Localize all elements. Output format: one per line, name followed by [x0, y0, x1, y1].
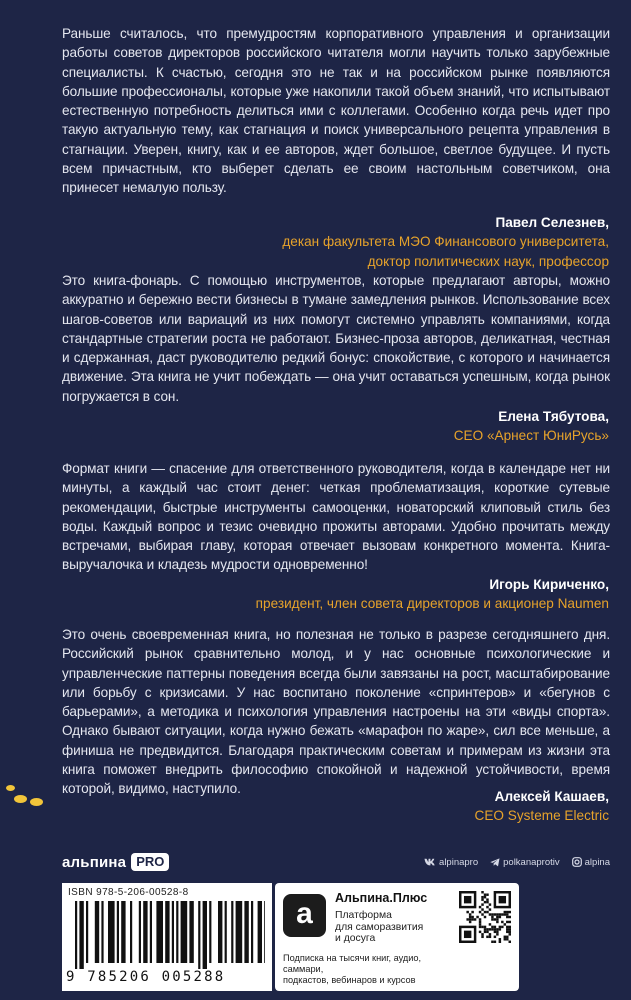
instagram-icon	[572, 857, 582, 867]
author-name: Павел Селезнев,	[495, 215, 609, 230]
promo-footer-line: Подписка на тысячи книг, аудио, саммари,	[283, 953, 422, 974]
review-text: Это книга-фонарь. С помощью инструментов, которые предлагают авторы, можно аккуратно и бережно вести бизнесы в тумане замедления рынков. Использование всех шагов-советов или вариаций из них помогут системно управлять компаниями, когда стандартные стратегии роста не работают. Бизнес-проза авторов, деликатная, честная и сдержанная, даст руководителю редкий бонус: спокойствие, с которого и начинается движение. Эта книга не учит побеждать — она учит оставаться успешным, когда рынок погружается в сон.	[62, 273, 610, 404]
social-vk[interactable]	[424, 857, 478, 868]
social-links	[424, 857, 610, 868]
qr-code[interactable]	[459, 891, 511, 943]
review-text: Это очень своевременная книга, но полезная не только в разрезе сегодняшнего дня. Российский рынок сравнительно молод, и у нас основные психологические и управленческие паттерны поведения всегда были завязаны на рост, масштабирование или борьбу с кризисами. У нас воспитано поколение «спринтеров» и «бегунов с барьерами», а методика и психология управления настроены на эти «виды спорта». Однако бывают ситуации, когда нужно бежать «марафон по жаре», сил все меньше, а финиша не предвидится. Благодаря практическим советам и примерам из жизни эта книга поможет внедрить философию спокойной и надежной устойчивости, время которой, видимо, наступило.	[62, 627, 610, 797]
author-role: президент, член совета директоров и акционер Naumen	[255, 596, 609, 612]
promo-subtitle-line: и досуга	[335, 933, 376, 944]
barcode	[67, 901, 265, 969]
ean-number: 9 785206 005288	[66, 969, 226, 985]
review-author-block	[454, 407, 609, 446]
isbn-barcode-block	[62, 883, 272, 991]
social-instagram-label: alpina	[584, 856, 610, 868]
promo-subtitle-line: Платформа	[335, 910, 392, 921]
promo-footer	[283, 953, 463, 985]
promo-title: Альпина.Плюс	[335, 891, 428, 905]
telegram-icon	[490, 858, 500, 867]
review-author-block	[475, 787, 609, 826]
promo-subtitle-line: для саморазвития	[335, 921, 424, 933]
vk-icon	[424, 858, 436, 866]
isbn-label: ISBN 978-5-206-00528-8	[68, 887, 189, 898]
author-role: CEO «Арнест ЮниРусь»	[453, 428, 609, 444]
publisher-logo: альпина	[62, 853, 127, 871]
review-text: Формат книги — спасение для ответственного руководителя, когда в календаре нет ни минуты, а каждый час стоит денег: четкая проблематизация, короткие сутевые рекомендации, быстрые инструменты самооценки, новаторский клиповый стиль без воды. Каждый вопрос и тезис очевидно прожиты авторами. Удобно прочитать между встречами, выбирая главу, которая отвечает вызовам конкретного момента. Книга-выручалочка и кладезь мудрости одновременно!	[62, 461, 610, 573]
author-name: Елена Тябутова,	[498, 409, 609, 424]
author-role: CEO Systeme Electric	[474, 808, 609, 824]
brand-bar	[62, 852, 610, 872]
author-role: декан факультета МЭО Финансового университета,	[282, 234, 609, 250]
review-author-block	[256, 575, 609, 614]
social-telegram[interactable]	[490, 857, 560, 868]
alpina-plus-logo-icon: a	[283, 894, 326, 937]
social-telegram-label: polkanaprotiv	[503, 856, 560, 868]
review-author-block	[282, 213, 609, 271]
social-instagram[interactable]	[572, 857, 610, 868]
promo-footer-line: подкастов, вебинаров и курсов	[283, 974, 416, 985]
author-role: доктор политических наук, профессор	[367, 253, 609, 269]
author-name: Игорь Кириченко,	[489, 577, 609, 592]
promo-subtitle	[335, 910, 445, 945]
social-vk-label: alpinapro	[439, 856, 479, 868]
publisher-logo-badge: PRO	[131, 853, 169, 871]
alpina-plus-promo	[275, 883, 519, 991]
review-text: Раньше считалось, что премудростям корпоративного управления и организации работы советов директоров российского читателя могли научить только зарубежные специалисты. К счастью, сегодня это не так и на российском рынке появляются большие профессионалы, которые уже накопили такой объем знаний, что испытывают естественную потребность делиться ими с коллегами. Особенно когда речь идет про такую актуальную тему, как стагнация и поиск универсального рецепта управления в стагнации. Уверен, книгу, как и ее авторов, ждет большое, светлое будущее. И пусть всем причастным, кто выберет сделать ее своим настольным советчиком, она принесет немалую пользу.	[62, 26, 610, 196]
author-name: Алексей Кашаев,	[494, 789, 609, 804]
